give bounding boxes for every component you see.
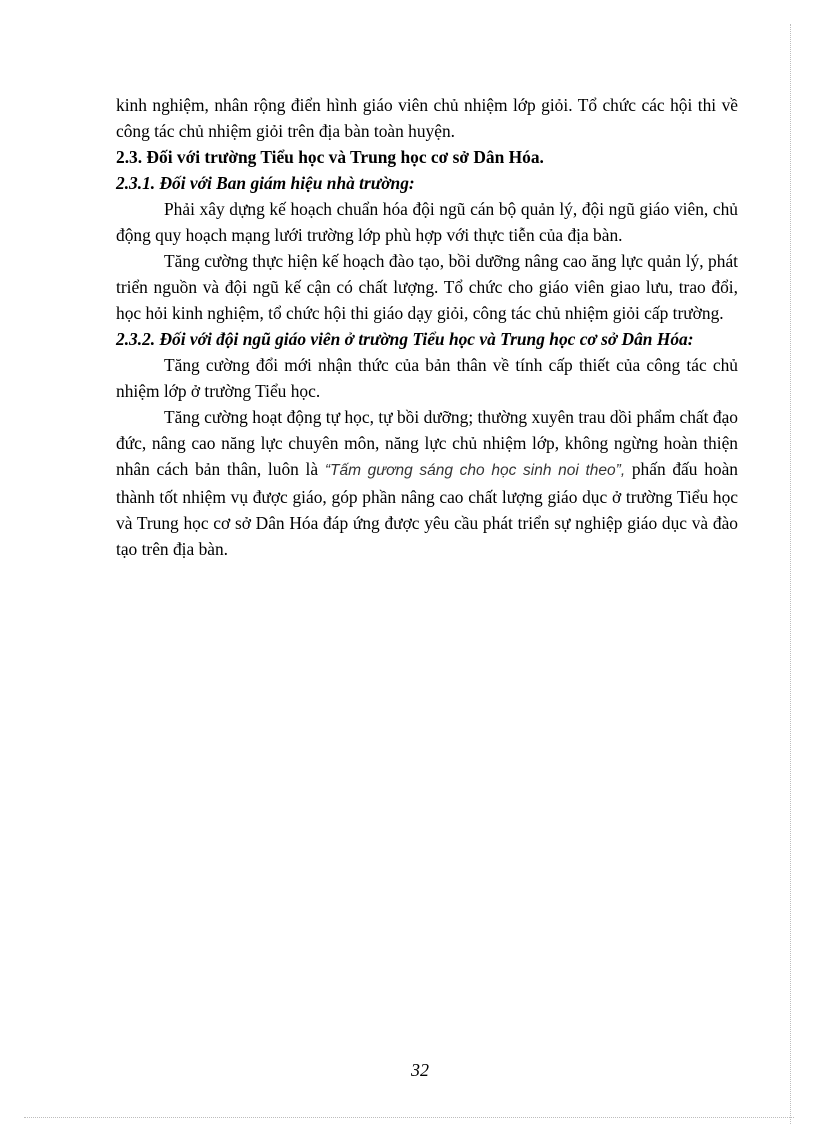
subsection-heading-1: 2.3.1. Đối với Ban giám hiệu nhà trường: — [116, 173, 415, 193]
paragraph-self-study — [116, 404, 738, 562]
quote-text: “Tấm gương sáng cho học sinh noi theo”, — [324, 462, 626, 479]
page-border-bottom — [24, 1117, 794, 1119]
subsection-heading-2: 2.3.2. Đối với đội ngũ giáo viên ở trường Tiểu học và Trung học cơ sở Dân Hóa: — [116, 329, 694, 349]
page-border-right — [790, 24, 792, 1124]
self-study-text-start: Tăng cường hoạt động tự học, tự bồi dưỡng; thường xuyên trau dồi phẩm chất đạo đức, nâng cao năng lực chuyên môn, năng lực chủ nhiệm lớp, không ngừng hoàn thiện nhân cách bản thân, luôn là — [116, 407, 738, 479]
section-heading: 2.3. Đối với trường Tiểu học và Trung học cơ sở Dân Hóa. — [116, 147, 544, 167]
paragraph-planning: Phải xây dựng kế hoạch chuẩn hóa đội ngũ cán bộ quản lý, đội ngũ giáo viên, chủ động quy hoạch mạng lưới trường lớp phù hợp với thực tiễn của địa bàn. — [116, 199, 738, 245]
paragraph-intro: kinh nghiệm, nhân rộng điển hình giáo viên chủ nhiệm lớp giỏi. Tổ chức các hội thi về công tác chủ nhiệm giỏi trên địa bàn toàn huyện. — [116, 95, 738, 141]
self-study-text-end: phấn đấu hoàn thành tốt nhiệm vụ được giáo, góp phần nâng cao chất lượng giáo dục ở trường Tiểu học và Trung học cơ sở Dân Hóa đáp ứng được yêu cầu phát triển sự nghiệp giáo dục và đào tạo trên địa bàn. — [116, 459, 738, 559]
paragraph-training: Tăng cường thực hiện kế hoạch đào tạo, bồi dưỡng nâng cao ăng lực quản lý, phát triển nguồn và đội ngũ kế cận có chất lượng. Tổ chức cho giáo viên giao lưu, trao đổi, học hỏi kinh nghiệm, tổ chức hội thi giáo dạy giỏi, công tác chủ nhiệm giỏi cấp trường. — [116, 251, 738, 323]
page-number: 32 — [411, 1060, 429, 1080]
paragraph-awareness: Tăng cường đổi mới nhận thức của bản thân về tính cấp thiết của công tác chủ nhiệm lớp ở trường Tiểu học. — [116, 355, 738, 401]
document-body — [116, 92, 738, 562]
